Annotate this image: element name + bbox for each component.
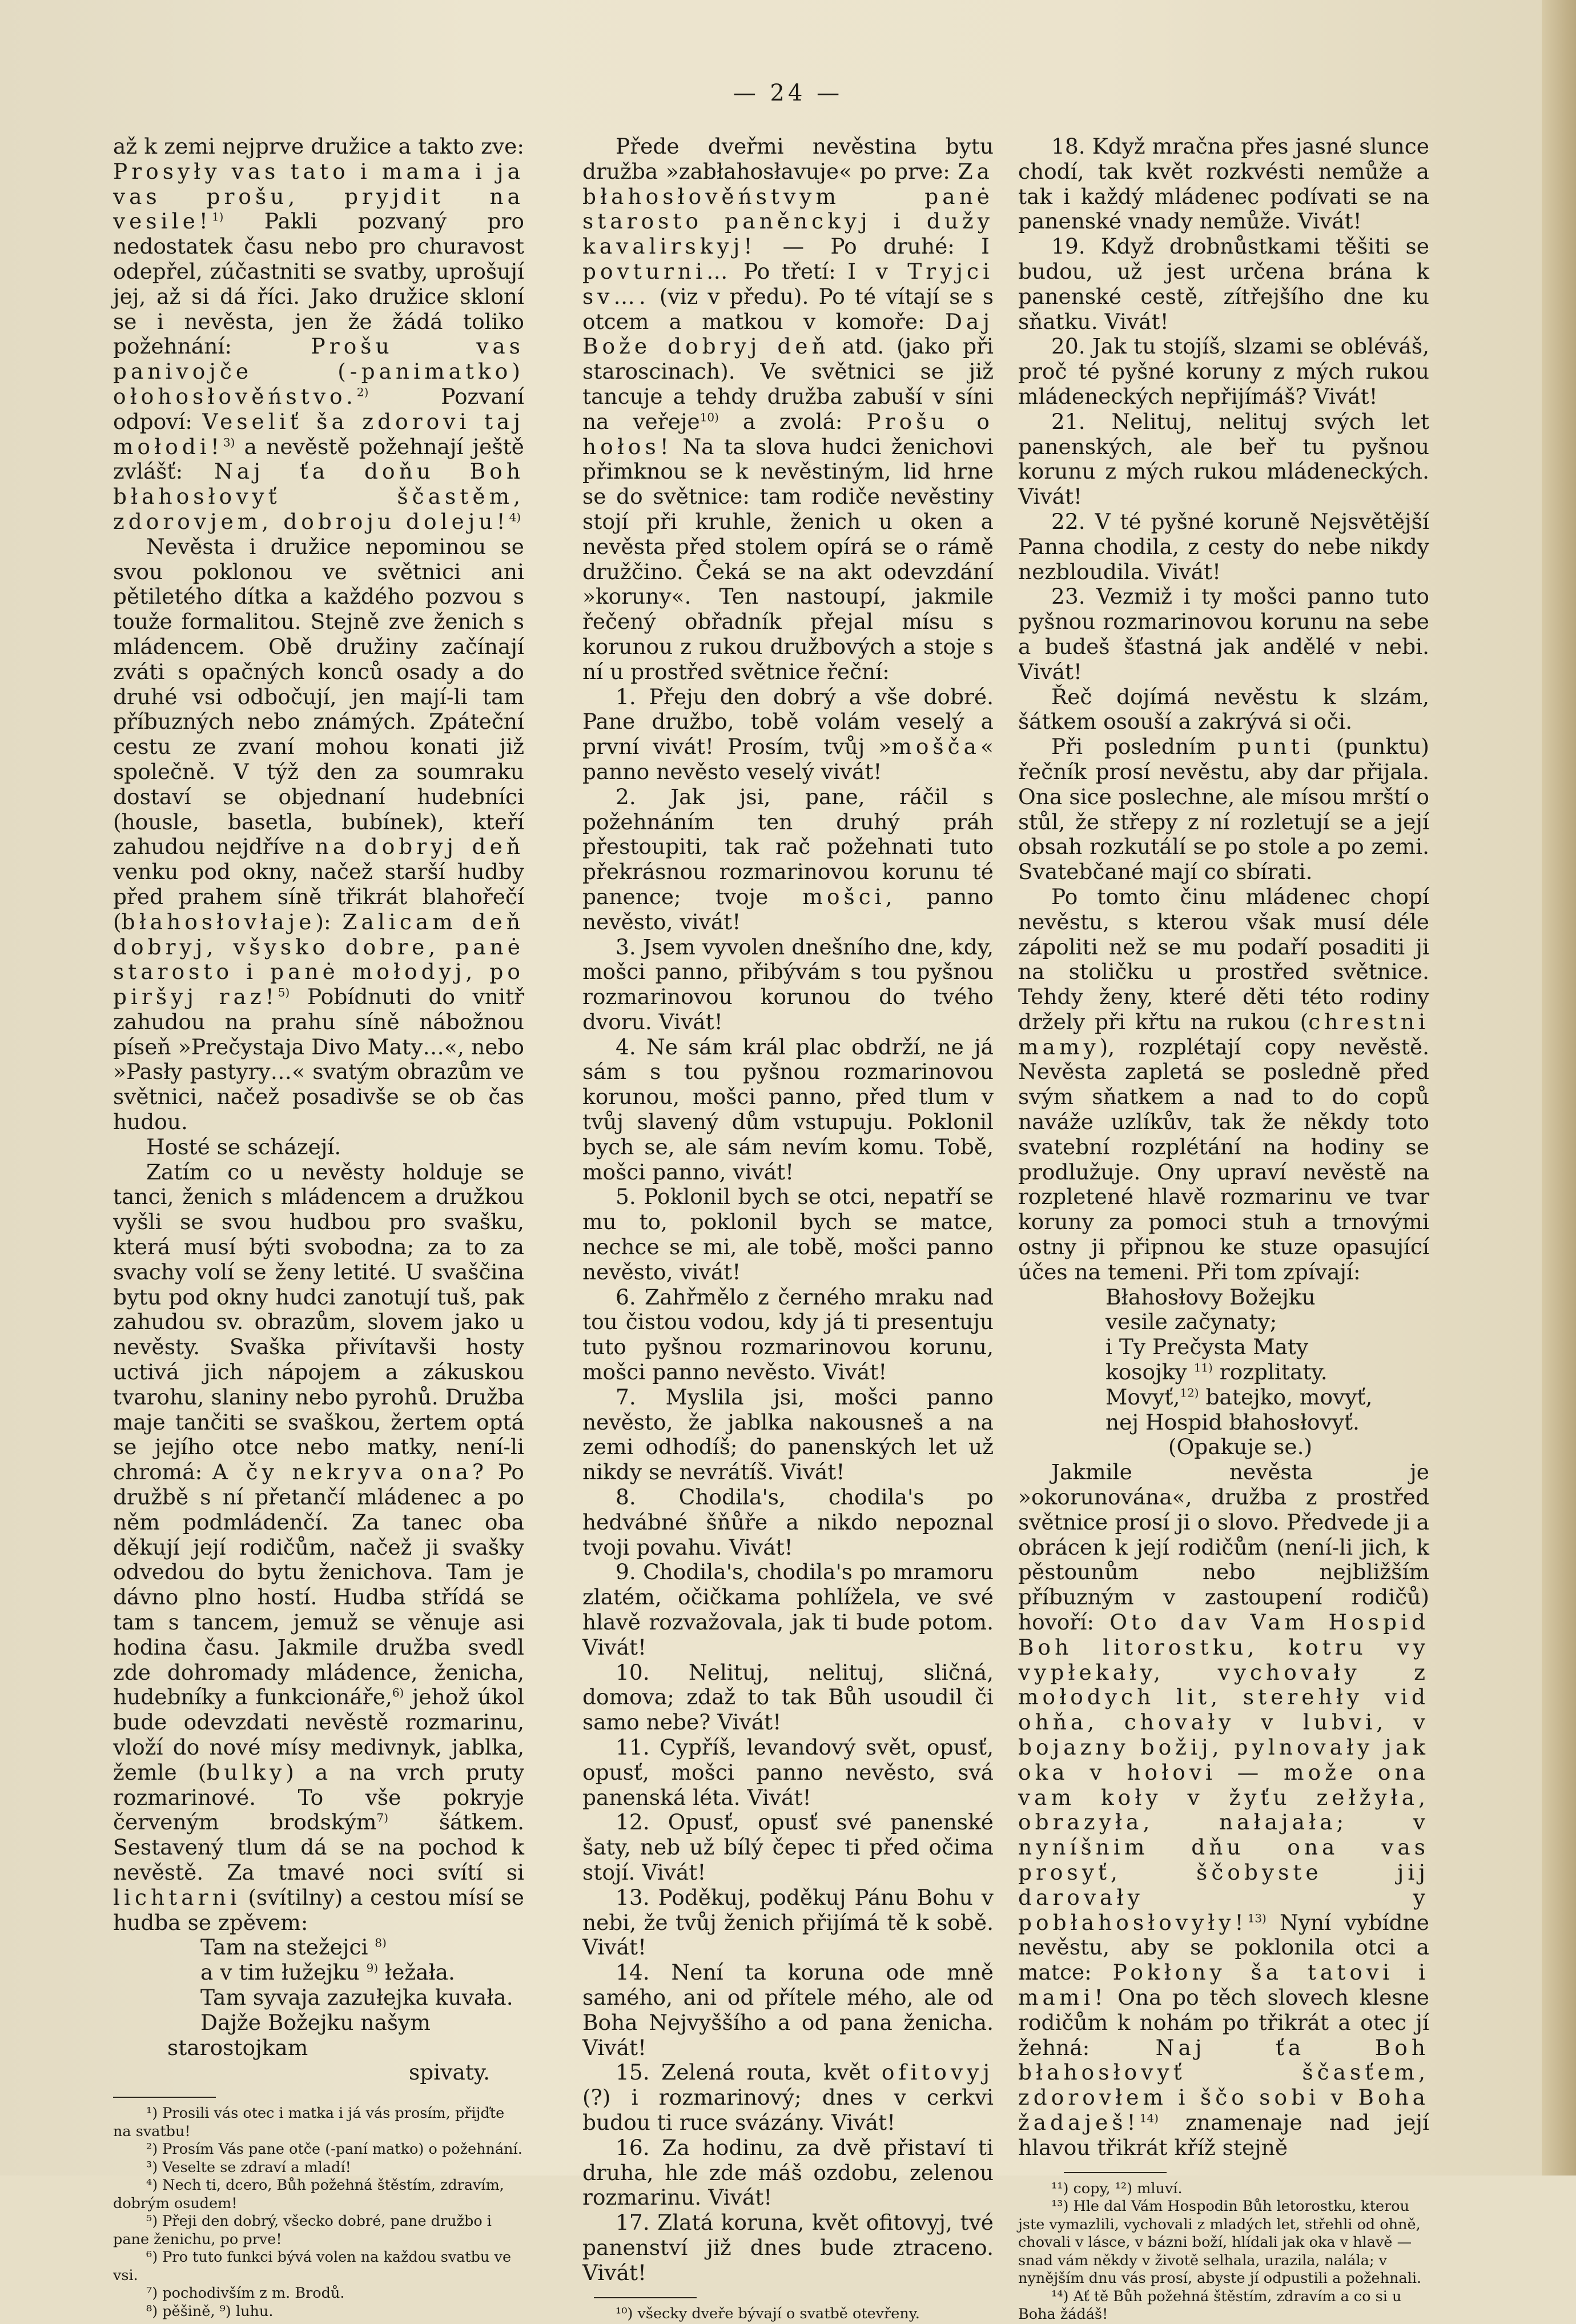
paragraph: Zatím co u nevěsty holduje se tanci, ženich s mládencem a družkou vyšli se svou hudbou pro svašku, která musí býti svobodna; za to za svachy volí se ženy letité. U svaščina bytu pod okny hudci zanotují tuš, pak zahudou sv. obrazům, slovem jako u nevěsty. Svaška přivítavši hosty uctivá jich nápojem a zákuskou tvarohu, slaniny nebo pyrohů. Družba maje tančiti se svaškou, žertem optá se jejího otce nebo matky, není-li chromá: A čy nekryva ona? Po družbě s ní přetančí mládenec a po něm podmládenčí. Za tanec oba děkují její rodičům, načež ji svašky odvedou do bytu ženichova. Tam je dávno plno hostí. Hudba střídá se tam s tancem, jemuž se věnuje asi hodina času. Jakmile družba svedl zde dohromady mládence, ženicha, hudebníky a funkcionáře,$^{6)}$ jehož úkol bude odevzdati nevěstě rozmarinu, vloží do nové mísy medivnyk, jablka, žemle (bulky) a na vrch pruty rozmarinové. To vše pokryje červeným brodským$^{7)}$ šátkem. Sestavený tlum dá se na pochod k nevěstě. Za tmavé noci svítí si lichtarni (svítilny) a cestou mísí se hudba se zpěvem: (113, 1159, 525, 1935)
speech-item: 20. Jak tu stojíš, slzami se obléváš, proč té pyšné koruny z mých rukou mládeneckých nepřijímáš? Vivát! (1018, 334, 1429, 409)
verse-line: (Opakuje se.) (1168, 1434, 1313, 1460)
speech-item: 9. Chodila's, chodila's po mramoru zlatém, očičkama pohlížela, ve své hlavě rozvažovala, jak ti bude potom. Vivát! (582, 1559, 994, 1660)
footnote: ⁶) Pro tuto funkci bývá volen na každou svatbu ve vsi. (113, 2249, 512, 2284)
footnote: ²) Prosím Vás pane otče (-paní matko) o požehnání. (146, 2141, 522, 2158)
speech-item: 8. Chodila's, chodila's po hedvábné šňůře a nikdo nepoznal tvoji povahu. Vivát! (582, 1484, 994, 1560)
verse-line: Błahosłovy Božejku (1105, 1284, 1316, 1310)
footnote: ⁴) Nech ti, dcero, Bůh požehná štěstím, zdravím, dobrým osudem! (113, 2177, 504, 2212)
speech-item: 1. Přeju den dobrý a vše dobré. Pane družbo, tobě volám veselý a první vivát! Prosím, tvůj »mošča« panno nevěsto veselý vivát! (582, 684, 994, 784)
footnote-separator (113, 2097, 216, 2098)
column-2 (582, 134, 994, 2323)
verse-line: kosojky $^{11)}$ rozplitaty. (1105, 1359, 1328, 1385)
paragraph: Hosté se scházejí. (146, 1134, 341, 1159)
speech-item: 11. Cypříš, levandový svět, opusť, opusť, mošci panno nevěsto, svá panenská léta. Vivát! (582, 1735, 994, 1810)
footnote: ⁸) pěšině, ⁹) luhu. (146, 2302, 274, 2320)
speech-item: 3. Jsem vyvolen dnešního dne, kdy, mošci panno, přibývám s tou pyšnou rozmarinovou korunou do tvého dvoru. Vivát! (582, 934, 994, 1034)
verse-line: vesile začynaty; (1105, 1309, 1277, 1335)
footnote-separator (594, 2297, 697, 2298)
page-number: — 24 — (733, 80, 843, 106)
speech-item: 10. Nelituj, nelituj, sličná, domova; zdaž to tak Bůh usoudil či samo nebe? Vivát! (582, 1659, 994, 1735)
speech-item: 5. Poklonil bych se otci, nepatří se mu to, poklonil bych se matce, nechce se mi, ale tobě, mošci panno nevěsto, vivát! (582, 1184, 994, 1285)
paragraph: Jakmile nevěsta je »okorunována«, družba z prostřed světnice prosí ji o slovo. Předvede ji a obrácen k její rodičům (není-li jich, k pěstounům nebo nejbližším příbuzným v zastoupení rodičů) hovoří: Oto dav Vam Hospid Boh litorostku, kotru vy vypłekały, vychovały z mołodych lit, sterehły vid ohňa, chovały v lubvi, v bojazny božij, pylnovały jak oka v hołovi — može ona vam koły v žyťu zełžyła, obrazyła, nałajała; v nyníšnim dňu ona vas prosyť, ščobyste jij darovały y pobłahosłovyły!$^{13)}$ Nyní vybídne nevěstu, aby se poklonila otci a matce: Pokłony ša tatovi i mami! Ona po těch slovech klesne rodičům k nohám po třikrát a otec jí žehná: Naj ťa Boh błahosłovyť ščasťem, zdorovłem i ščo sobi v Boha žadaješ!$^{14)}$ znamenaje nad její hlavou třikrát kříž stejně (1018, 1459, 1429, 2160)
speech-item: 2. Jak jsi, pane, ráčil s požehnáním ten druhý práh přestoupiti, tak rač požehnati tuto překrásnou rozmarinovou korunu té panence; tvoje mošci, panno nevěsto, vivát! (582, 784, 994, 934)
verse-line: spivaty. (409, 2060, 490, 2085)
paragraph: Po tomto činu mládenec chopí nevěstu, s kterou však musí déle zápoliti než se mu podaří posaditi ji na stoličku u prostřed světnice. Tehdy ženy, které děti této rodiny držely při křtu na rukou (chrestni mamy), rozplétají copy nevěstě. Nevěsta zapletá se posledně před svým sňatkem a nad to do copů naváže uzlíkův, tak že někdy toto svatební rozplétání na hodiny se prodlužuje. Ony upraví nevěstě na rozpletené hlavě rozmarinu ve tvar koruny za pomoci stuh a trnovými ostny ji připnou ke stuze opasující účes na temeni. Při tom zpívají: (1018, 884, 1429, 1285)
speech-item: 6. Zahřmělo z černého mraku nad tou čistou vodou, kdy já ti presentuju tuto pyšnou rozmarinovou korunu, mošci panno nevěsto. Vivát! (582, 1284, 994, 1385)
footnote: ¹¹) copy, ¹²) mluví. (1051, 2179, 1183, 2197)
speech-item: 13. Poděkuj, poděkuj Pánu Bohu v nebi, že tvůj ženich přijímá tě k sobě. Vivát! (582, 1884, 994, 1960)
verse-line: Movyť,$^{12)}$ batejko, movyť, (1105, 1384, 1373, 1410)
paragraph: Nevěsta i družice nepominou se svou poklonou ve světnici ani pětiletého dítka a každého pozvou s touže formalitou. Stejně zve ženich s mládencem. Obě družiny začínají zváti s opačných konců osady a do druhé vsi odbočují, jen mají-li tam příbuzných nebo známých. Zpáteční cestu ze zvaní mohou konati již společně. V týž den za soumraku dostaví se objednaní hudebníci (housle, basetla, bubínek), kteří zahudou nejdříve na dobryj deň venku pod okny, načež starší hudby před prahem síně třikrát blahořečí (błahosłovłaje): Zalicam deň dobryj, všysko dobre, panė starosto i panė mołodyj, po piršyj raz!$^{5)}$ Pobídnuti do vnitř zahudou na prahu síně nábožnou píseň »Prečystaja Divo Maty…«, nebo »Pasły pastyry…« svatým obrazům ve světnici, načež posadivše se ob čas hudou. (113, 533, 525, 1135)
verse-line: a v tim łužejku $^{9)}$ łežała. (200, 1960, 455, 1985)
footnote: ¹³) Hle dal Vám Hospodin Bůh letorostku, kterou jste vymazlili, vychovali z mladých let, střehli od ohně, chovali v lásce, v bázni boží, hlídali jak oka v hlavě — snad vám někdy v životě selhala, urazila, nalála; v nynějším dnu vás prosí, abyste jí odpustili a požehnali. (1018, 2198, 1422, 2287)
footnote-separator (1064, 2172, 1167, 2173)
speech-item: 18. Když mračna přes jasné slunce chodí, tak květ rozkvésti nemůže a tak i každý mládenec podívati se na panenské vnady nemůže. Vivát! (1018, 134, 1429, 234)
speech-item: 7. Myslila jsi, mošci panno nevěsto, že jablka nakousneš a na zemi odhodíš; do panenských let už nikdy se nevrátíš. Vivát! (582, 1384, 994, 1485)
speech-item: 23. Vezmiž i ty mošci panno tuto pyšnou rozmarinovou korunu na sebe a budeš šťastná jak andělé v nebi. Vivát! (1018, 584, 1429, 684)
verse-line: Dajže Božejku našym starostojkam (167, 2009, 431, 2060)
speech-item: 19. Když drobnůstkami těšiti se budou, už jest určena brána k panenské cestě, zítřejšího dne ku sňatku. Vivát! (1018, 234, 1429, 334)
verse-line: i Ty Prečysta Maty (1105, 1334, 1309, 1360)
footnote: ⁷) pochodivším z m. Brodů. (146, 2285, 345, 2302)
paragraph: Přede dveřmi nevěstina bytu družba »zabłahosłavuje« po prve: Za błahosłověństvym panė starosto paněnckyj i dužy kavalirskyj! — Po druhé: I povturni… Po třetí: I v Tryjci sv…. (viz v předu). Po té vítají se s otcem a matkou v komoře: Daj Bože dobryj deň atd. (jako při staroscinach). Ve světnici se již tancuje a tehdy družba zabuší v síni na veřeje$^{10)}$ a zvolá: Prošu o hołos! Na ta slova hudci ženichovi přimknou se k nevěstiným, lid hrne se do světnice: tam rodiče nevěstiny stojí při kruhle, ženich u oken a nevěsta před stolem opírá se o rámě družčino. Čeká se na akt odevzdání »koruny«. Ten nastoupí, jakmile řečený obřadník přejal mísu s korunou z rukou družbových a stoje s ní u prostřed světnice řeční: (582, 134, 994, 684)
verse-line: Tam na stežejci $^{8)}$ (200, 1934, 387, 1960)
speech-item: 12. Opusť, opusť své panenské šaty, neb už bílý čepec ti před očima stojí. Vivát! (582, 1809, 994, 1885)
speech-item: 22. V té pyšné koruně Nejsvětější Panna chodila, z cesty do nebe nikdy nezbloudila. Vivát! (1018, 508, 1429, 584)
paragraph: Při posledním punti (punktu) řečník prosí nevěstu, aby dar přijala. Ona sice poslechne, ale mísou mrští o stůl, že střepy z ní rozletují se a její obsah rozkutálí se po stole a po zemi. Svatebčané mají co sbírati. (1018, 734, 1429, 885)
footnote: ⁵) Přeji den dobrý, všecko dobré, pane družbo i pane ženichu, po prve! (113, 2213, 492, 2248)
footnote: ¹) Prosili vás otec i matka i já vás prosím, přijďte na svatbu! (113, 2105, 505, 2140)
speech-item: 15. Zelená routa, květ ofitovyj (?) i rozmarinový; dnes v cerkvi budou ti ruce svázány. Vivát! (582, 2060, 994, 2135)
speech-item: 14. Není ta koruna ode mně samého, ani od přítele mého, ale od Boha Nejvyššího a od pana ženicha. Vivát! (582, 1960, 994, 2060)
page-edge (1542, 0, 1576, 2176)
verse-line: nej Hospid błahosłovyť. (1105, 1409, 1360, 1435)
speech-item: 4. Ne sám král plac obdrží, ne já sám s tou pyšnou rozmarinovou korunou, mošci panno, před tlum v tvůj slavený dům vstupuju. Poklonil bych se, ale sám nevím komu. Tobě, mošci panno, vivát! (582, 1034, 994, 1185)
speech-item: 17. Zlatá koruna, květ ofitovyj, tvé panenství již dnes bude ztraceno. Vivát! (582, 2210, 994, 2285)
speech-item: 21. Nelituj, nelituj svých let panenských, ale beř tu pyšnou korunu z mých rukou mládeneckých. Vivát! (1018, 408, 1429, 509)
paragraph: Řeč dojímá nevěstu k slzám, šátkem osouší a zakrývá si oči. (1018, 684, 1429, 734)
footnote: ¹⁴) Ať tě Bůh požehná štěstím, zdravím a co si u Boha žádáš! (1018, 2287, 1402, 2323)
speech-item: 16. Za hodinu, za dvě přistaví ti druha, hle zde máš ozdobu, zelenou rozmarinu. Vivát! (582, 2134, 994, 2210)
column-1 (113, 134, 524, 2321)
column-3 (1018, 134, 1429, 2324)
verse-line: Tam syvaja zazułejka kuvała. (200, 1984, 513, 2010)
paragraph: až k zemi nejprve družice a takto zve: Prosyły vas tato i mama i ja vas prošu, pryjdit na vesile!$^{1)}$ Pakli pozvaný pro nedostatek času nebo pro churavost odepřel, zúčastniti se svatby, uprošují jej, až si dá říci. Jako družice skloní se i nevěsta, jen že žádá toliko požehnání: Prošu vas panivojče (-panimatko) ołohosłověństvo.$^{2)}$ Pozvaní odpoví: Veseliť ša zdorovi taj mołodi!$^{3)}$ a nevěstě požehnají ještě zvlášť: Naj ťa doňu Boh błahosłovyť ščastěm, zdorovjem, dobroju doleju!$^{4)}$ (113, 134, 525, 534)
footnote: ¹⁰) všecky dveře bývají o svatbě otevřeny. (616, 2305, 920, 2322)
footnote: ³) Veselte se zdraví a mladí! (146, 2158, 351, 2176)
